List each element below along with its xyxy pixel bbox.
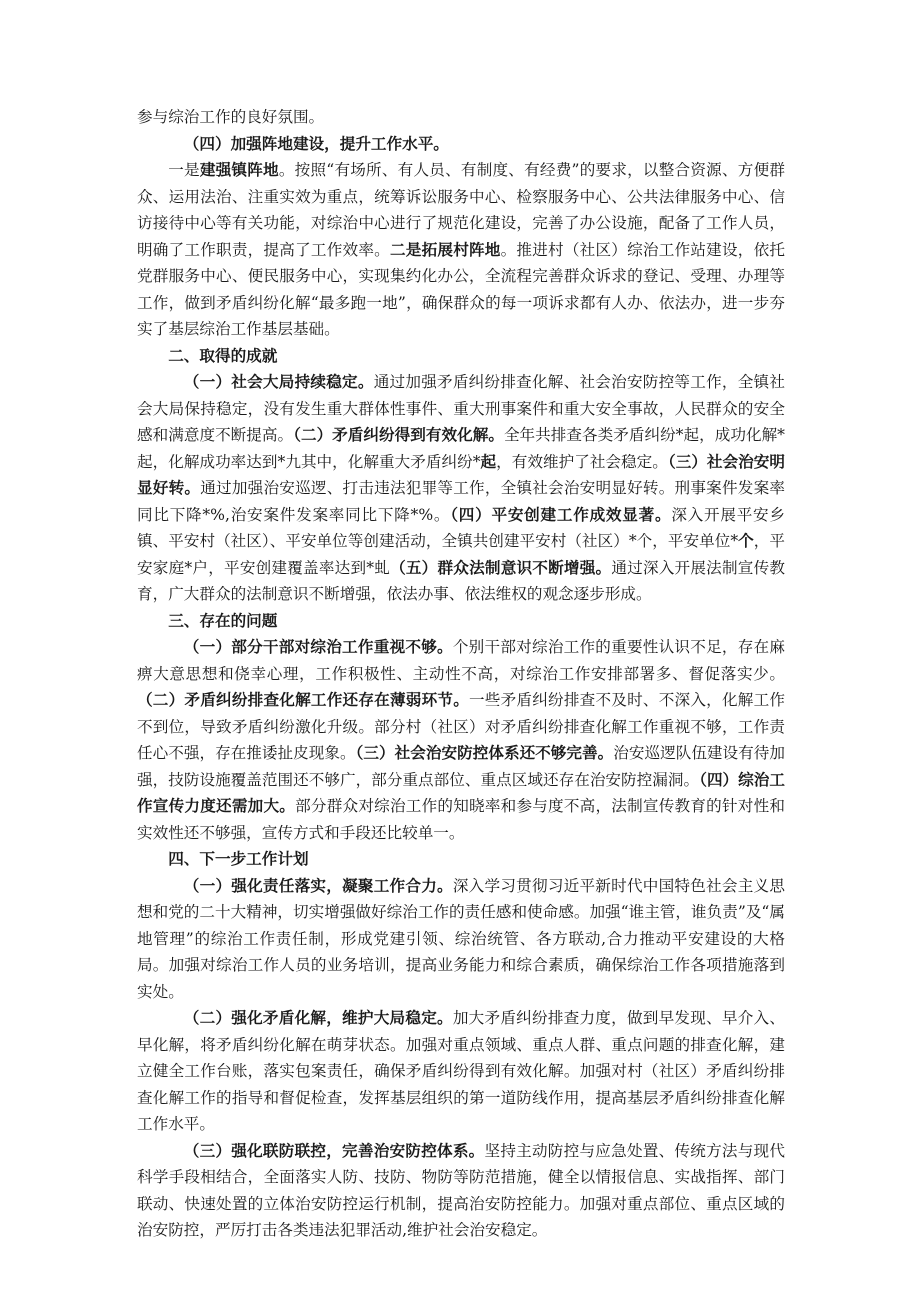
text-run-bold: 建强镇阵地 <box>199 160 279 179</box>
text-run: ，有效维护了社会稳定。 <box>496 452 668 471</box>
text-run: 全年共排查各类矛盾纠纷*起，成功化解*起，化解成功率达到*九其中，化解重大矛盾纠纷* <box>137 426 785 471</box>
text-run-bold: 二是拓展村阵地 <box>389 239 501 259</box>
text-run: 通过加强治安巡逻、打击违法犯罪等工作，全镇社会治安明显好转。刑事案件发案率同比下降*%,治安案件发案率同比下降*%。 <box>137 479 785 524</box>
text-run-bold: （二）矛盾纠纷得到有效化解。 <box>293 425 504 444</box>
text-run: 加大矛盾纠纷排查力度，做到早发现、早介入、早化解，将矛盾纠纷化解在萌芽状态。加强对重点领域、重点人群、重点问题的排查化解，建立健全工作台账，落实包案责任，确保矛盾纠纷得到有效化解。加强对村（社区）矛盾纠纷排查化解工作的指导和督促检查，发挥基层组织的第一道防线作用，提高基层矛盾纠纷排查化解工作水平。 <box>137 1009 785 1133</box>
paragraph-problems <box>137 634 785 846</box>
text-run-bold: （四）加强阵地建设，提升工作水平。 <box>183 133 449 153</box>
text-run-bold: （一）社会大局持续稳定。 <box>183 372 374 391</box>
paragraph-plan-dispute-resolution <box>137 1005 785 1138</box>
text-run-bold: （一）强化责任落实，凝聚工作合力。 <box>183 875 453 895</box>
text-run: 深入学习贯彻习近平新时代中国特色社会主义思想和党的二十大精神，切实增强做好综治工作的责任感和使命感。加强“谁主管，谁负责”及“属地管理”的综治工作责任制，形成党建引领、综治统管、各方联动,合力推动平安建设的大格局。加强对综治工作人员的业务培训，提高业务能力和综合素质，确保综治工作各项措施落到实处。 <box>137 876 785 1001</box>
text-run: 深入开展平安乡镇、平安村（社区）、平安单位等创建活动，全镇共创建平安村（社区）*个，平安单位* <box>137 505 785 550</box>
paragraph-achievements <box>137 369 785 608</box>
heading-text: 四、下一步工作计划 <box>168 849 309 868</box>
text-run: 个别干部对综治工作的重要性认识不足，存在麻痹大意思想和侥幸心理，工作积极性、主动性不高，对综治工作安排部署多、督促落实少。 <box>137 638 785 683</box>
paragraph-position-building <box>137 157 785 343</box>
text-run-bold: （二）强化矛盾化解，维护大局稳定。 <box>183 1008 453 1027</box>
document-page <box>137 104 785 1244</box>
text-run-bold: （三）社会治安防控体系还不够完善。 <box>355 743 614 762</box>
paragraph-plan-responsibility <box>137 873 785 1006</box>
text-run-bold: （四）平安创建工作成效显著。 <box>450 504 672 524</box>
section-heading-achievements <box>137 343 785 370</box>
heading-text: 三、存在的问题 <box>168 610 278 630</box>
text-run-bold: （五）群众法制意识不断增强。 <box>390 557 612 577</box>
text-run-bold: 起 <box>480 451 497 471</box>
section-heading-problems <box>137 608 785 635</box>
text-run: 部分群众对综治工作的知晓率和参与度不高，法制宣传教育的针对性和实效性还不够强，宣传方式和手段还比较单一。 <box>137 797 785 842</box>
text-run: 通过深入开展法制宣传教育，广大群众的法制意识不断增强，依法办事、依法维权的观念逐步形成。 <box>137 558 785 603</box>
heading-text: 二、取得的成就 <box>168 345 278 365</box>
text-run: 一是 <box>168 161 200 179</box>
text-run-bold: （一）部分干部对综治工作重视不够。 <box>183 637 453 656</box>
text-run: 治安巡逻队伍建设有待加强，技防设施覆盖范围还不够广，部分重点部位、重点区域还存在治安防控漏洞。 <box>137 744 785 789</box>
text-run: 。推进村（社区）综治工作站建设，依托党群服务中心、便民服务中心，实现集约化办公，全流程完善群众诉求的登记、受理、办理等工作，做到矛盾纠纷化解“最多跑一地”，确保群众的每一项诉求都有人办、依法办，进一步夯实了基层综治工作基层基础。 <box>137 240 785 338</box>
paragraph-intro-tail <box>137 104 785 131</box>
text-run-bold: （三）社会治安明显好转。 <box>137 451 785 497</box>
text-run-bold: 个 <box>738 531 754 550</box>
text-run-bold: （三）强化联防联控，完善治安防控体系。 <box>183 1140 485 1160</box>
text-run: ，平安家庭*户，平安创建覆盖率达到*虬 <box>137 532 785 577</box>
text-run: 参与综治工作的良好氛围。 <box>137 108 325 126</box>
text-run-bold: （四）综治工作宣传力度还需加大。 <box>137 769 785 815</box>
text-run: 坚持主动防控与应急处置、传统方法与现代科学手段相结合，全面落实人防、技防、物防等防范措施，健全以情报信息、实战指挥、部门联动、快速处置的立体治安防控运行机制，提高治安防控能力。加强对重点部位、重点区域的治安防控，严厉打击各类违法犯罪活动,维护社会治安稳定。 <box>137 1141 785 1239</box>
text-run: 。按照“有场所、有人员、有制度、有经费”的要求，以整合资源、方便群众、运用法治、注重实效为重点，统筹诉讼服务中心、检察服务中心、公共法律服务中心、信访接待中心等有关功能，对综治中心进行了规范化建设，完善了办公设施，配备了工作人员，明确了工作职责，提高了工作效率。 <box>137 161 785 259</box>
paragraph-plan-joint-prevention <box>137 1138 785 1244</box>
text-run: 一些矛盾纠纷排查不及时、不深入，化解工作不到位，导致矛盾纠纷激化升级。部分村（社区）对矛盾纠纷排查化解工作重视不够，工作责任心不强，存在推诿扯皮现象。 <box>137 691 785 762</box>
text-run: 通过加强矛盾纠纷排查化解、社会治安防控等工作，全镇社会大局保持稳定，没有发生重大群体性事件、重大刑事案件和重大安全事故，人民群众的安全感和满意度不断提高。 <box>137 373 785 444</box>
text-run-bold: （二）矛盾纠纷排查化解工作还存在薄弱环节。 <box>137 690 469 709</box>
section-heading-next-steps <box>137 846 785 873</box>
subheading-position-building <box>137 131 785 158</box>
